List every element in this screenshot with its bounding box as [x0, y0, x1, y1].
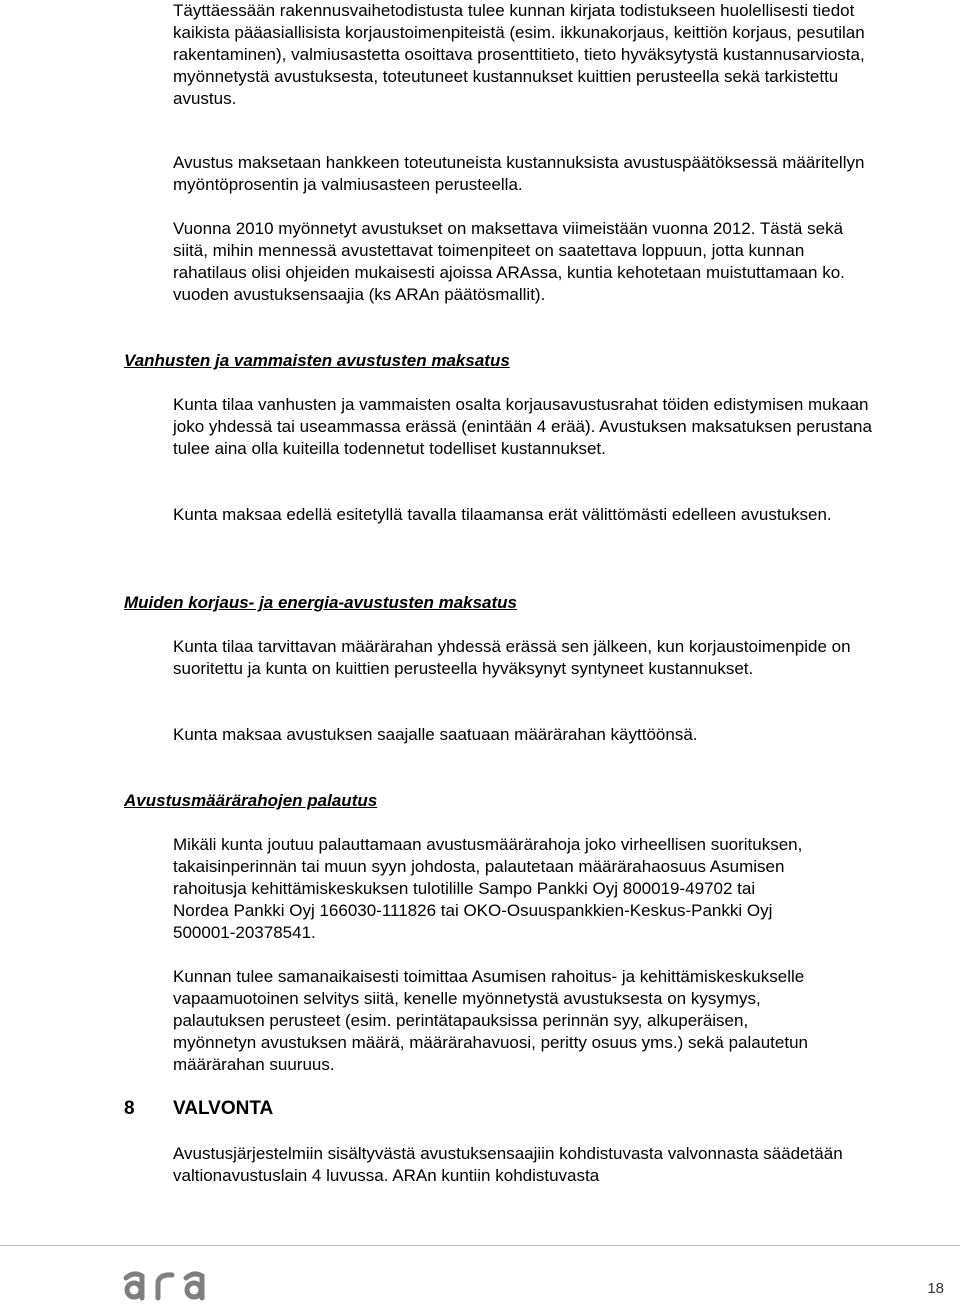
paragraph-refund-report: Kunnan tulee samanaikaisesti toimittaa Asumisen rahoitus- ja kehittämiskeskukselle vapaamuotoinen selvitys siitä, kenelle myönnetystä avustuksesta on kysymys, palautuksen perusteet (esim. perintätapauksissa perinnän syy, alkuperäisen, myönnetyn avustuksen määrä, määrärahavuosi, peritty osuus yms.) sekä palautetun määrärahan suuruus. [173, 967, 808, 1074]
paragraph-payment-deadline: Vuonna 2010 myönnetyt avustukset on maksettava viimeistään vuonna 2012. Tästä sekä siitä, mihin mennessä avustettavat toimenpiteet on saatettava loppuun, jotta kunnan rahatilaus olisi ohjeiden mukaisesti ajoissa ARAssa, kuntia kehotetaan muistuttamaan ko. vuoden avustuksensaajia (ks ARAn päätösmallit). [173, 219, 845, 304]
heading-elderly-disabled-payment: Vanhusten ja vammaisten avustusten maksatus [124, 351, 510, 370]
paragraph-refund-accounts: Mikäli kunta joutuu palauttamaan avustusmäärärahoja joko virheellisen suorituksen, takaisinperinnän tai muun syyn johdosta, palautetaan määrärahaosuus Asumisen rahoitusja kehittämiskeskuksen tulotilille Sampo Pankki Oyj 800019-49702 tai Nordea Pankki Oyj 166030-111826 tai OKO-Osuuspankkien-Keskus-Pankki Oyj 500001-20378541. [173, 835, 803, 942]
paragraph-certificate-instructions: Täyttäessään rakennusvaihetodistusta tulee kunnan kirjata todistukseen huolellisesti tiedot kaikista pääasiallisista korjaustoimenpiteistä (esim. ikkunakorjaus, keittiön korjaus, pesutilan rakentaminen), valmiusastetta osoittava prosenttitieto, tieto hyväksytystä kustannusarviosta, myönnetystä avustuksesta, toteutuneet kustannukset kuittien perusteella sekä tarkistettu avustus. [173, 1, 865, 108]
page-number: 18 [927, 1280, 944, 1297]
paragraph-other-forward: Kunta maksaa avustuksen saajalle saatuaan määrärahan käyttöönsä. [173, 725, 698, 744]
paragraph-elderly-forward: Kunta maksaa edellä esitetyllä tavalla tilaamansa erät välittömästi edelleen avustuksen. [173, 505, 832, 524]
section-title: VALVONTA [173, 1098, 274, 1119]
paragraph-other-order: Kunta tilaa tarvittavan määrärahan yhdessä erässä sen jälkeen, kun korjaustoimenpide on suoritettu ja kunta on kuittien perusteella hyväksynyt syntyneet kustannukset. [173, 637, 851, 678]
heading-grant-refund: Avustusmäärärahojen palautus [124, 791, 378, 810]
paragraph-supervision: Avustusjärjestelmiin sisältyvästä avustuksensaajiin kohdistuvasta valvonnasta säädetään valtionavustuslain 4 luvussa. ARAn kuntiin kohdistuvasta [173, 1144, 843, 1185]
footer-rule [0, 1245, 960, 1246]
paragraph-payment-basis: Avustus maksetaan hankkeen toteutuneista kustannuksista avustuspäätöksessä määritellyn myöntöprosentin ja valmiusasteen perusteella. [173, 153, 865, 194]
ara-logo [120, 1264, 230, 1304]
section-number: 8 [124, 1098, 135, 1119]
heading-other-repair-payment: Muiden korjaus- ja energia-avustusten maksatus [124, 593, 518, 612]
paragraph-elderly-order: Kunta tilaa vanhusten ja vammaisten osalta korjausavustusrahat töiden edistymisen mukaan joko yhdessä tai useammassa erässä (enintään 4 erää). Avustuksen maksatuksen perustana tulee aina olla kuiteilla todennetut todelliset kustannukset. [173, 395, 872, 458]
